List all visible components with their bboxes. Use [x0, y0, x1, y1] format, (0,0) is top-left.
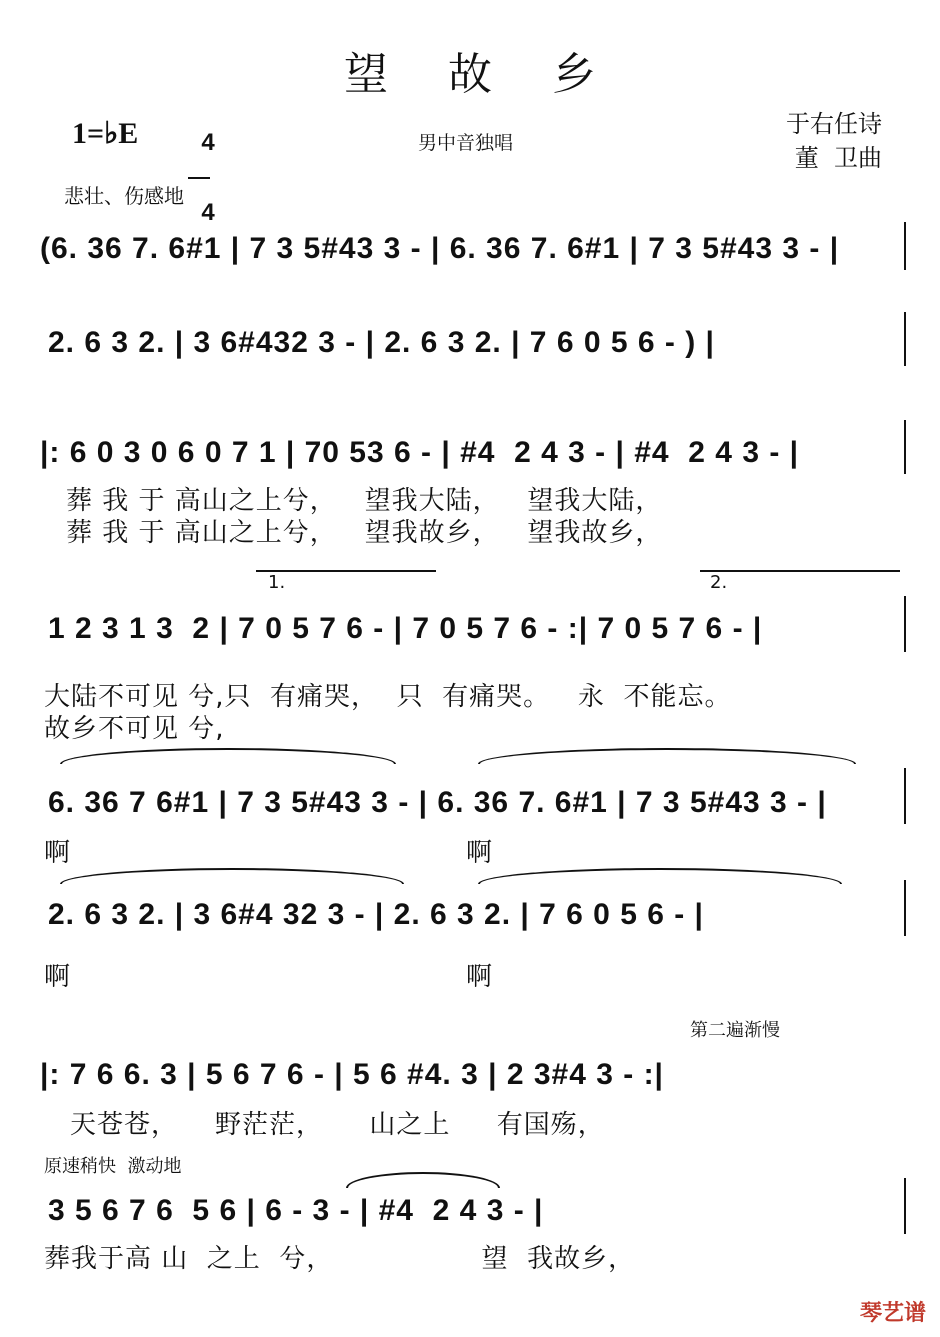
lyric-line-4b: 故乡不可见 兮, — [44, 714, 225, 744]
notation-line-4: 1 2 3 1 3 2 | 7 0 5 7 6 - | 7 0 5 7 6 - :| 7 0 5 7 6 - | — [48, 612, 763, 645]
notation-line-6: 2. 6 3 2. | 3 6#4 32 3 - | 2. 6 3 2. | 7 6 0 5 6 - | — [48, 898, 704, 931]
notation-line-8: 3 5 6 7 6 5 6 | 6 - 3 - | #4 2 4 3 - | — [48, 1194, 544, 1227]
lyric-line-6a: 啊 — [44, 962, 72, 992]
lyricist-credit: 于右任诗 — [786, 110, 882, 138]
lyric-line-8: 葬我于高 山 之上 兮， 望 我故乡， — [44, 1244, 636, 1274]
time-bottom: 4 — [201, 199, 215, 226]
song-title: 望故乡 — [344, 49, 656, 100]
composer-credit: 董 卫曲 — [794, 144, 882, 172]
lyric-line-6b: 啊 — [466, 962, 494, 992]
lyric-line-7: 天苍苍， 野茫茫， 山之上 有国殇， — [70, 1110, 605, 1140]
notation-line-3: |: 6 0 3 0 6 0 7 1 | 70 53 6 - | #4 2 4 3 - | #4 2 4 3 - | — [40, 436, 800, 469]
volta-2: 2. — [710, 572, 728, 593]
key-signature: 1=♭E — [72, 117, 139, 150]
lyric-line-3b: 葬 我 于 高山之上兮， 望我故乡， 望我故乡， — [66, 518, 663, 548]
notation-line-5: 6. 36 7 6#1 | 7 3 5#43 3 - | 6. 36 7. 6#1 | 7 3 5#43 3 - | — [48, 786, 827, 819]
tempo-mark: 悲壮、伤感地 — [64, 184, 184, 208]
time-top: 4 — [201, 129, 215, 156]
lyric-line-5b: 啊 — [466, 838, 494, 868]
lyric-line-5a: 啊 — [44, 838, 72, 868]
notation-line-1: (6. 36 7. 6#1 | 7 3 5#43 3 - | 6. 36 7. 6#1 | 7 3 5#43 3 - | — [40, 232, 840, 265]
volta-1: 1. — [268, 572, 286, 593]
time-signature — [188, 110, 215, 224]
watermark-logo: 琴艺谱 — [859, 1301, 926, 1326]
voice-type: 男中音独唱 — [418, 132, 514, 154]
lyric-line-3a: 葬 我 于 高山之上兮， 望我大陆， 望我大陆， — [66, 486, 663, 516]
lyric-line-4a: 大陆不可见 兮,只 有痛哭， 只 有痛哭。 永 不能忘。 — [44, 682, 732, 712]
tempo-change-mark: 第二遍渐慢 — [690, 1020, 780, 1041]
tempo-mark-2: 原速稍快 激动地 — [44, 1156, 182, 1177]
notation-line-7: |: 7 6 6. 3 | 5 6 7 6 - | 5 6 #4. 3 | 2 3#4 3 - :| — [40, 1058, 664, 1091]
notation-line-2: 2. 6 3 2. | 3 6#432 3 - | 2. 6 3 2. | 7 6 0 5 6 - ) | — [48, 326, 715, 359]
